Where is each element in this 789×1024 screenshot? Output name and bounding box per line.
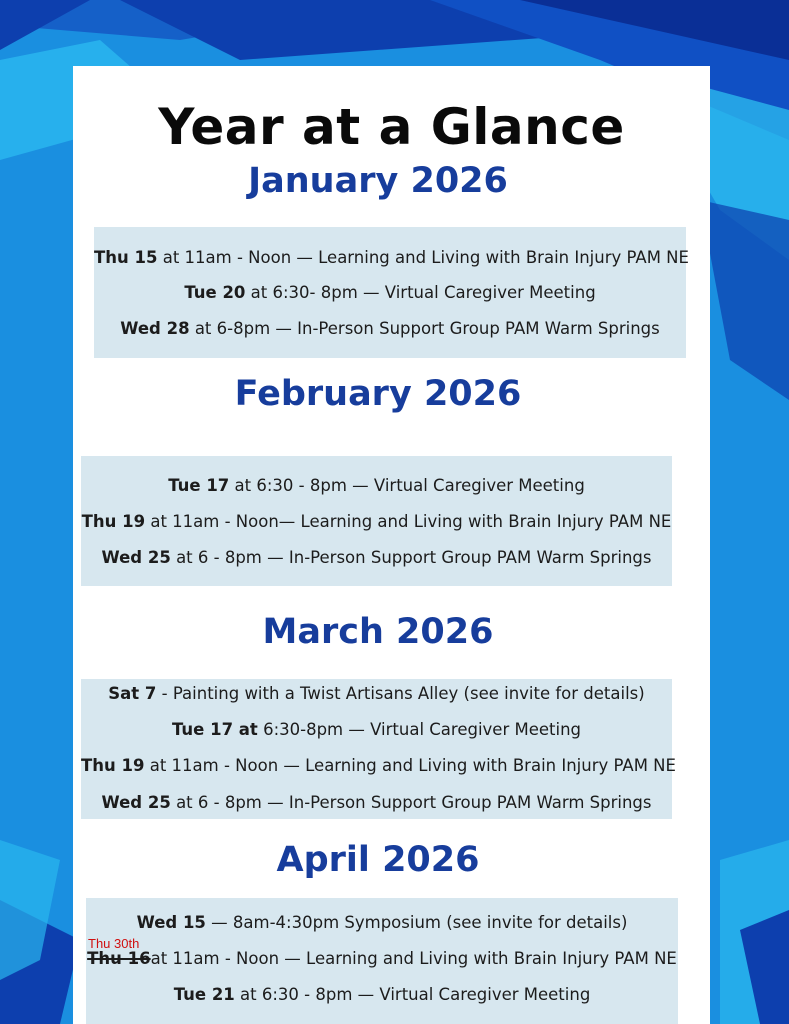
- event-day: Wed 28: [120, 319, 190, 338]
- event-day: Thu 19: [81, 512, 146, 531]
- event-item: [86, 913, 678, 932]
- event-item: [86, 949, 678, 968]
- event-detail: at 6:30- 8pm — Virtual Caregiver Meeting: [245, 283, 596, 302]
- month-panel-april: [86, 898, 678, 1024]
- event-day: Wed 25: [101, 793, 171, 812]
- event-day: Tue 17 at: [171, 720, 258, 739]
- event-item: [86, 985, 678, 1004]
- event-day: Wed 25: [101, 548, 171, 567]
- month-heading-february: February 2026: [234, 374, 522, 414]
- event-detail: at 11am - Noon — Learning and Living with Brain Injury PAM NE: [144, 756, 676, 775]
- month-heading-january: January 2026: [248, 161, 508, 201]
- month-heading-april: April 2026: [276, 840, 480, 880]
- event-day: Thu 19: [81, 756, 145, 775]
- event-day: Thu 15: [94, 248, 158, 267]
- event-item: [94, 319, 686, 338]
- event-detail: 6:30-8pm — Virtual Caregiver Meeting: [257, 720, 582, 739]
- event-detail: at 11am - Noon — Learning and Living with Brain Injury PAM NE: [150, 949, 677, 968]
- event-item: [81, 512, 672, 531]
- event-item: [81, 548, 672, 567]
- event-day: Tue 17: [168, 476, 230, 495]
- event-day-struck: Thu 16: [87, 949, 151, 968]
- event-detail: at 11am - Noon— Learning and Living with Brain Injury PAM NE: [145, 512, 672, 531]
- event-detail: at 11am - Noon — Learning and Living with Brain Injury PAM NE: [157, 248, 689, 267]
- event-detail: at 6:30 - 8pm — Virtual Caregiver Meeting: [234, 985, 591, 1004]
- month-panel-february: [81, 456, 672, 586]
- event-item: [81, 756, 676, 775]
- event-detail: at 6 - 8pm — In-Person Support Group PAM Warm Springs: [170, 793, 652, 812]
- event-item: [81, 793, 672, 812]
- event-detail: at 6-8pm — In-Person Support Group PAM Warm Springs: [189, 319, 660, 338]
- date-correction-note: Thu 30th: [88, 936, 140, 951]
- month-panel-january: [94, 227, 689, 358]
- event-item: [94, 248, 689, 267]
- event-detail: - Painting with a Twist Artisans Alley (see invite for details): [156, 684, 645, 703]
- event-day: Tue 20: [184, 283, 246, 302]
- event-item: [81, 476, 672, 495]
- event-day: Wed 15: [136, 913, 206, 932]
- event-item: [94, 283, 686, 302]
- event-day: Tue 21: [173, 985, 235, 1004]
- event-item: [81, 684, 672, 703]
- event-detail: — 8am-4:30pm Symposium (see invite for details): [205, 913, 628, 932]
- month-heading-march: March 2026: [262, 612, 494, 652]
- event-detail: at 6:30 - 8pm — Virtual Caregiver Meeting: [229, 476, 585, 495]
- page-title: Year at a Glance: [158, 98, 625, 156]
- event-item: [81, 720, 672, 739]
- event-day: Sat 7: [108, 684, 157, 703]
- month-panel-march: [81, 679, 676, 819]
- event-detail: at 6 - 8pm — In-Person Support Group PAM Warm Springs: [170, 548, 652, 567]
